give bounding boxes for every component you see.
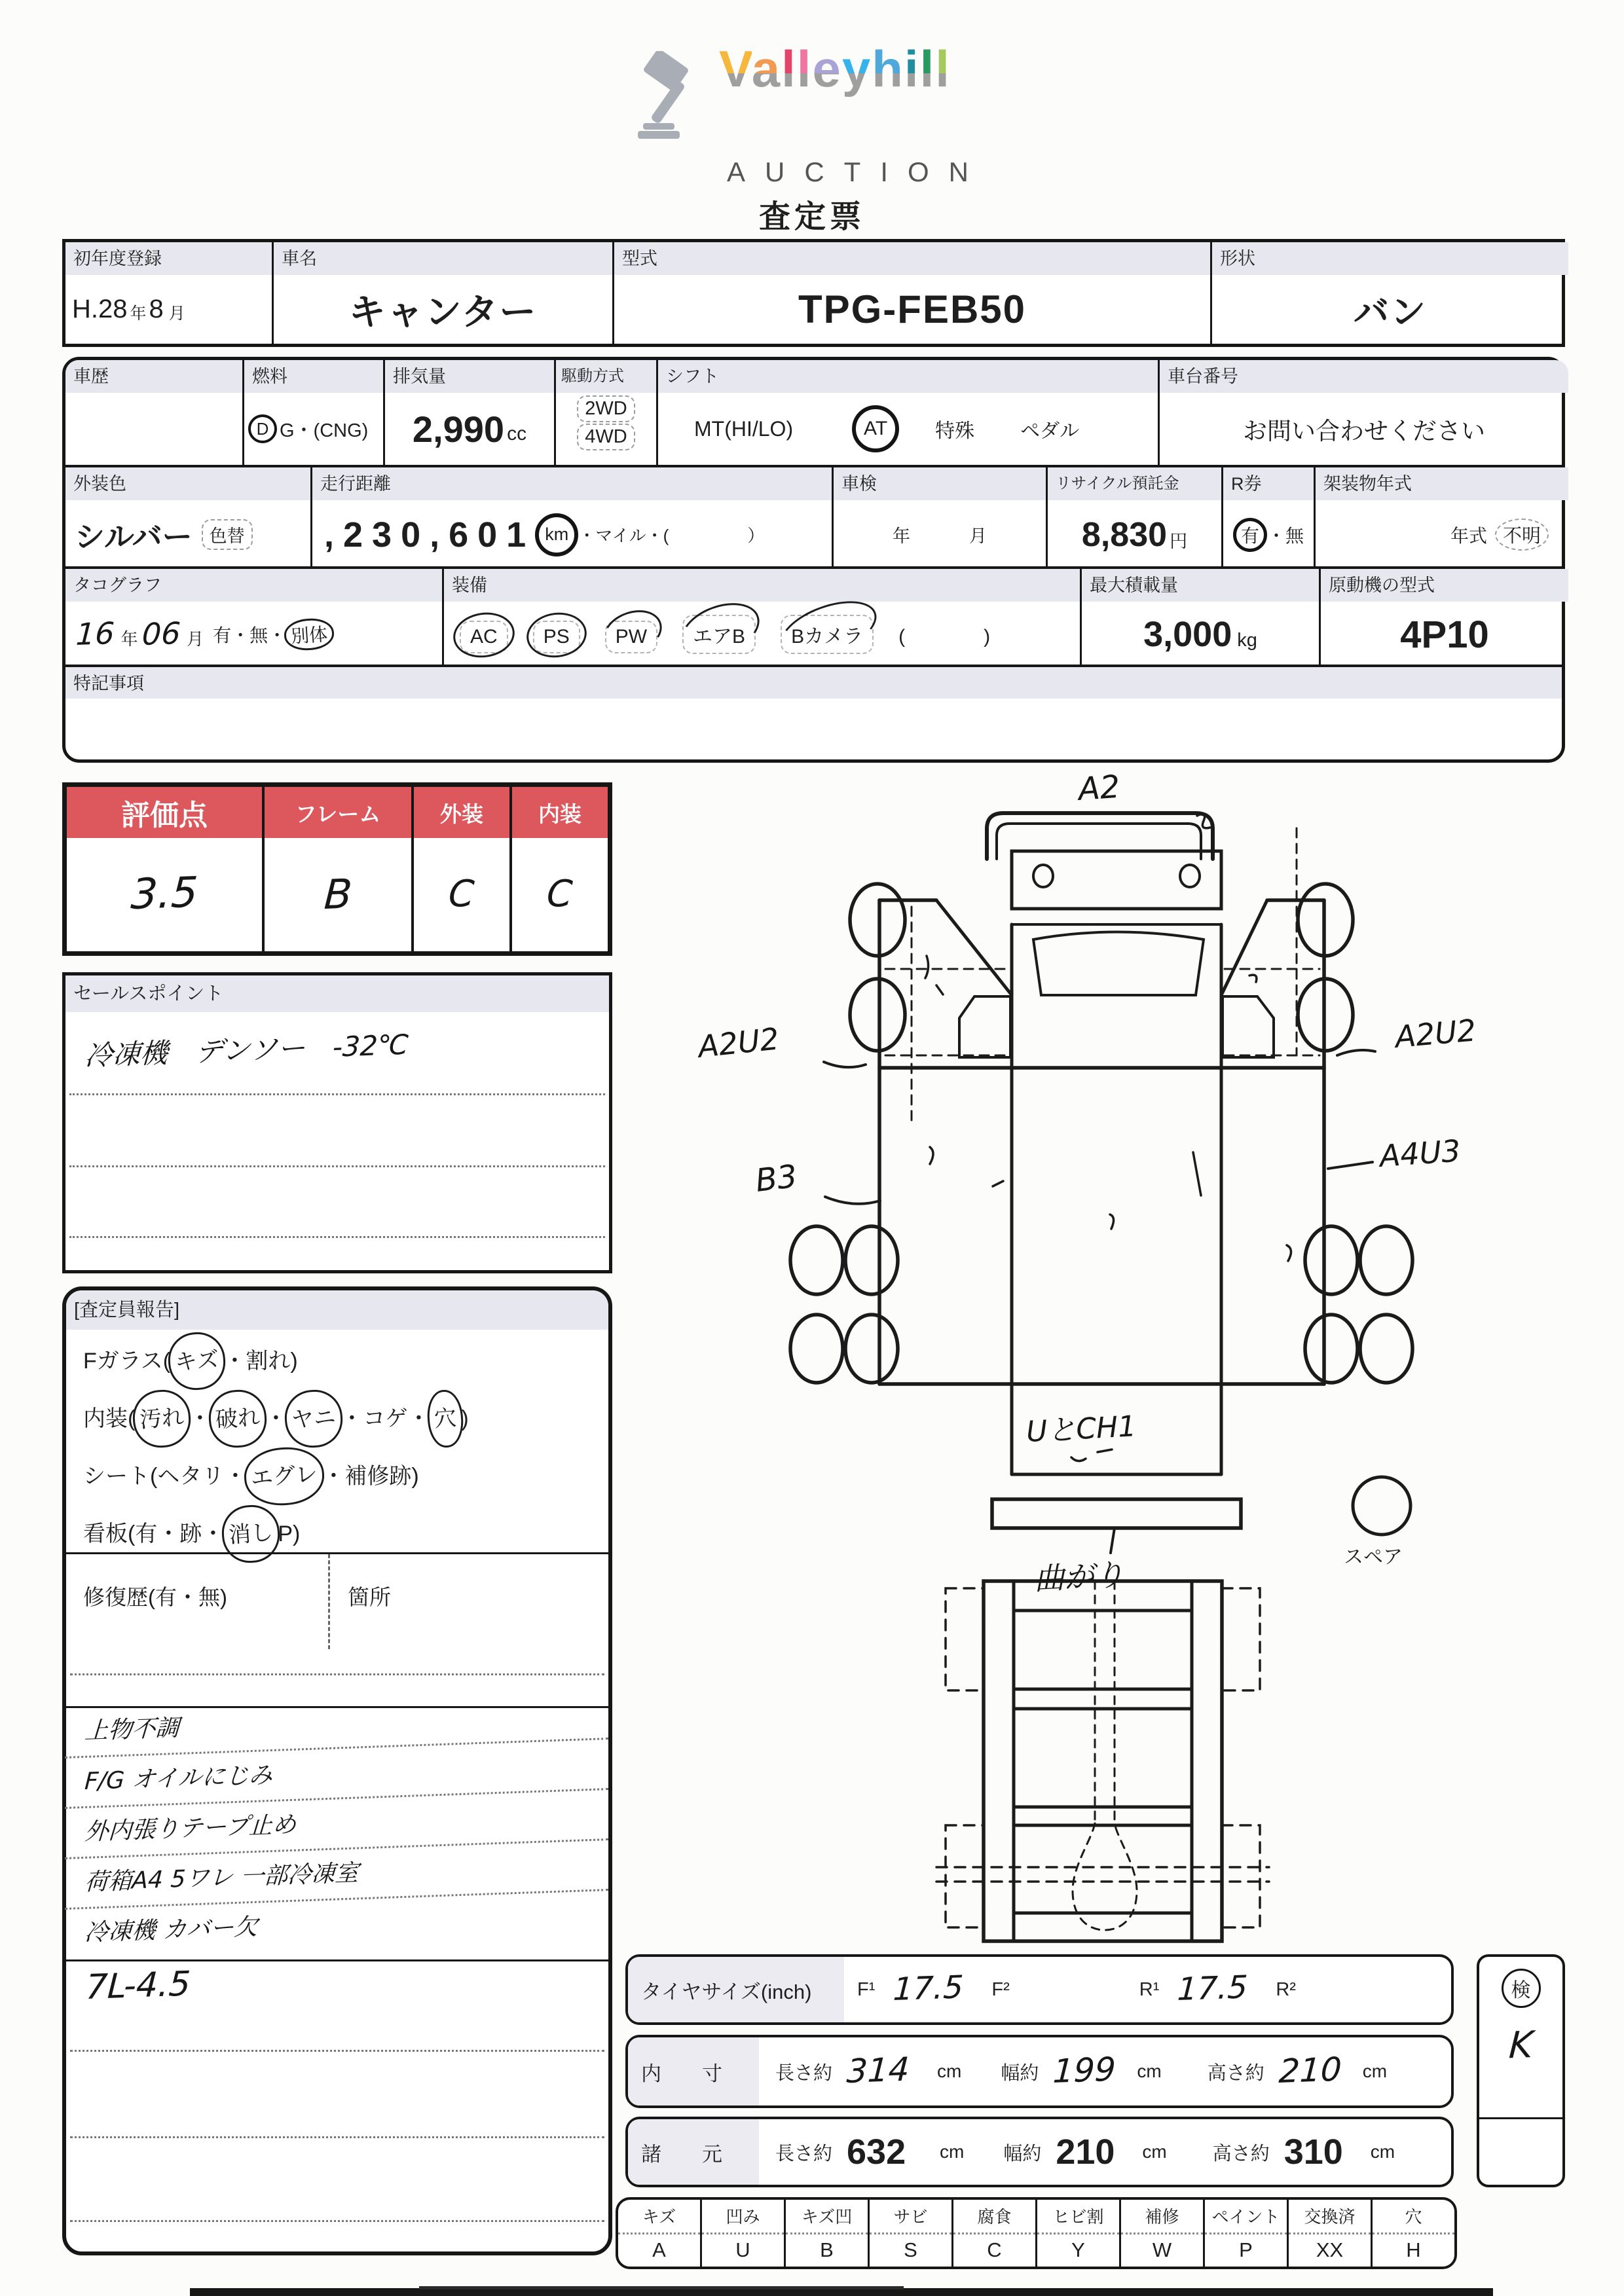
equipment-item-PW: PW: [605, 621, 657, 653]
overall-height-label: 高さ約: [1212, 2143, 1270, 2164]
ruled-line: [69, 1236, 605, 1238]
overall-width-label: 幅約: [1003, 2143, 1042, 2164]
scan-artifact: [419, 2286, 904, 2289]
brand-sub: AUCTION: [727, 156, 988, 187]
divider: [1479, 2117, 1562, 2119]
rating-interior-col: [509, 787, 608, 951]
tire-f1-label: F¹: [857, 1978, 876, 2000]
brand-letter: l: [781, 40, 797, 98]
hand-loop-mark: [523, 609, 589, 661]
rticket-no: 無: [1285, 525, 1304, 546]
sales-point-label: セールスポイント: [65, 975, 609, 1012]
annotation-a2: A2: [1077, 768, 1122, 808]
legend-name: 補修: [1121, 2200, 1203, 2234]
tire-size-label: タイヤサイズ(inch): [628, 1957, 844, 2022]
equipment-item-PS: PS: [533, 621, 580, 653]
odometer-cell: [310, 467, 832, 569]
history-cell: [65, 360, 242, 465]
report-item-text: Fガラス(: [83, 1349, 171, 1374]
special-notes-label: 特記事項: [65, 665, 1562, 699]
engine-model-cell: [1319, 569, 1568, 667]
report-item-text: ・: [265, 1406, 287, 1431]
annotation-a4u3: A4U3: [1378, 1133, 1462, 1174]
shift-cell: [656, 360, 1158, 465]
report-item-text: ・: [189, 1406, 212, 1431]
sales-point-note: 冷凍機 デンソー -32℃: [84, 1028, 410, 1072]
report-frame-note: 7L-4.5: [84, 1964, 192, 2007]
hand-circled-term: ヤニ: [283, 1388, 344, 1449]
tachograph-options: 有・無・: [213, 625, 287, 646]
unit-cm: cm: [1370, 2141, 1395, 2162]
equipment-item-Bカメラ: Bカメラ: [781, 615, 874, 654]
inner-height-value: 210: [1278, 2050, 1342, 2090]
ruled-line: [69, 1093, 605, 1095]
engine-model-label: 原動機の型式: [1321, 569, 1568, 602]
odometer-paren-close: ）: [747, 526, 765, 545]
equipment-cell: [442, 569, 1080, 667]
rating-frame-col: [262, 787, 411, 951]
ruled-line: [70, 2050, 604, 2052]
handwritten-note: F/G オイルにじみ: [65, 1740, 611, 1809]
shift-label: シフト: [658, 360, 1158, 393]
first-reg-month: 8: [149, 295, 164, 323]
brand-letter: h: [872, 40, 904, 98]
ruled-line: [70, 1673, 604, 1675]
unit-cm: cm: [1142, 2141, 1167, 2162]
rating-interior-value: C: [545, 872, 574, 916]
annotation-b3: B3: [753, 1157, 800, 1199]
max-load-cell: [1080, 569, 1319, 667]
report-item-text: 内装(: [83, 1406, 136, 1431]
spec-row-a: [65, 360, 1562, 465]
body-year-label: 架装物年式: [1316, 467, 1568, 500]
fuel-label: 燃料: [244, 360, 383, 393]
max-load-value: 3,000: [1143, 615, 1232, 654]
report-item-text: 看板(有・跡・: [83, 1522, 225, 1546]
tachograph-month-hw: 06: [141, 615, 181, 652]
hand-circled-term: 消し: [220, 1503, 282, 1565]
drive-4wd: 4WD: [577, 424, 635, 450]
first-reg-label: 初年度登録: [65, 242, 272, 275]
report-item: [66, 1332, 608, 1390]
inner-width-label: 幅約: [1001, 2062, 1039, 2084]
repair-history-label: 修復歴(有・無): [83, 1585, 227, 1609]
unit-cm: cm: [1137, 2061, 1162, 2081]
tire-f2-value: [1028, 1986, 1139, 1990]
brand-letter: i: [904, 40, 920, 98]
rating-interior-header: 内装: [512, 787, 608, 838]
annotation-a2u2-right: A2U2: [1393, 1012, 1478, 1055]
spare-tire-label: スペア: [1344, 1546, 1403, 1569]
history-label: 車歴: [65, 360, 242, 393]
tachograph-cell: [65, 569, 442, 667]
vehicle-id-table: [62, 239, 1565, 347]
inspector-initial: K: [1507, 2024, 1534, 2068]
shaken-label: 車検: [834, 467, 1046, 500]
handwritten-note: 冷凍機 カバー欠: [84, 1913, 259, 1947]
hand-loop-mark: [674, 593, 767, 666]
legend-name: 凹み: [702, 2200, 784, 2234]
displacement-cell: [383, 360, 554, 465]
legend-cell: [1287, 2200, 1371, 2267]
gavel-icon: [629, 51, 707, 153]
page-title: 査定票: [758, 200, 865, 234]
engine-model-value: 4P10: [1400, 613, 1489, 656]
legend-row: [618, 2200, 1454, 2267]
body-year-value: 不明: [1495, 519, 1549, 551]
equipment-list: [460, 615, 898, 654]
overall-length-label: 長さ約: [775, 2143, 833, 2164]
brand-letter: l: [919, 40, 936, 98]
month-suffix: 月: [168, 304, 185, 323]
year-suffix: 年: [130, 304, 147, 323]
report-notes: [66, 1706, 608, 1960]
ruled-line: [70, 2136, 604, 2138]
recycle-cell: [1046, 467, 1221, 569]
handwritten-note: 外内張りテープ止め: [65, 1790, 611, 1859]
legend-name: サビ: [870, 2200, 951, 2234]
legend-cell: [1035, 2200, 1119, 2267]
inner-height-label: 高さ約: [1207, 2062, 1264, 2084]
hand-circled-term: 破れ: [207, 1388, 268, 1449]
rating-frame-value: B: [322, 869, 354, 919]
shift-at-circled: AT: [852, 405, 899, 452]
ruled-line: [70, 2220, 604, 2222]
brand-letter: a: [751, 40, 782, 98]
vehicle-damage-diagram: [629, 759, 1565, 1951]
brand-wordmark: [719, 39, 951, 99]
legend-name: キズ凹: [786, 2200, 868, 2234]
overall-height-value: 310: [1283, 2132, 1343, 2172]
special-notes-area: [65, 699, 1562, 759]
tire-size-box: [625, 1954, 1454, 2025]
inspector-stamp-box: [1477, 1954, 1565, 2187]
body-year-cell: [1314, 467, 1568, 569]
report-item: [66, 1448, 608, 1505]
tire-r1-value: 17.5: [1176, 1969, 1249, 2008]
legend-cell: [700, 2200, 784, 2267]
odometer-label: 走行距離: [312, 467, 832, 500]
unit-cm: cm: [940, 2141, 965, 2162]
brand-letter: e: [812, 40, 842, 98]
ext-color-cell: [65, 467, 310, 569]
car-name-cell: [272, 242, 612, 344]
shaken-cell: [832, 467, 1046, 569]
displacement-label: 排気量: [385, 360, 554, 393]
equipment-item-エアB: エアB: [682, 615, 756, 654]
rating-score-header: 評価点: [67, 787, 262, 838]
legend-cell: [868, 2200, 951, 2267]
car-name-label: 車名: [274, 242, 612, 275]
displacement-value: 2,990: [412, 408, 505, 450]
legend-name: 交換済: [1289, 2200, 1371, 2234]
tire-r2-label: R²: [1276, 1978, 1296, 2000]
model-label: 型式: [614, 242, 1210, 275]
odometer-mile: ・マイル・(: [578, 526, 669, 545]
rating-score-value: 3.5: [130, 867, 200, 919]
tachograph-betsutai-circled: 別体: [284, 617, 335, 651]
rating-score-col: [67, 787, 262, 951]
divider: [66, 1959, 608, 1961]
body-year-prefix: 年式: [1450, 525, 1487, 546]
tachograph-label: タコグラフ: [65, 569, 442, 602]
logo: [629, 39, 1035, 188]
unit-cm: cm: [1362, 2061, 1388, 2081]
inner-width-value: 199: [1052, 2050, 1117, 2090]
tachograph-year-suffix: 年: [120, 629, 138, 649]
rating-table: [62, 782, 612, 956]
legend-code: S: [904, 2238, 917, 2262]
max-load-label: 最大積載量: [1082, 569, 1319, 602]
rating-exterior-header: 外装: [414, 787, 509, 838]
legend-code: A: [652, 2238, 666, 2262]
shaken-year: 年: [893, 526, 910, 546]
tire-f1-value: 17.5: [892, 1969, 965, 2008]
shape-cell: [1210, 242, 1568, 344]
spec-row-c: [65, 566, 1562, 667]
inner-length-label: 長さ約: [775, 2062, 833, 2084]
repair-location-label: 箇所: [348, 1585, 391, 1609]
inner-dimensions-label: 内 寸: [628, 2037, 759, 2105]
overall-dimensions-box: [625, 2117, 1454, 2187]
legend-cell: [784, 2200, 868, 2267]
equipment-label: 装備: [444, 569, 1080, 602]
hand-loop-mark: [597, 602, 669, 663]
legend-name: ペイント: [1205, 2200, 1287, 2234]
overall-dimensions-label: 諸 元: [628, 2119, 759, 2185]
repair-history-row: [66, 1552, 608, 1649]
fuel-circle: D: [248, 414, 277, 443]
rticket-label: R券: [1223, 467, 1314, 500]
car-name-value: キャンター: [348, 291, 538, 333]
report-item-text: ): [461, 1406, 469, 1431]
vin-value: お問い合わせください: [1243, 418, 1485, 445]
legend-name: 腐食: [953, 2200, 1035, 2234]
rating-exterior-value: C: [447, 872, 476, 916]
fuel-value: G・(CNG): [280, 420, 369, 441]
shaken-month: 月: [969, 526, 987, 546]
first-reg-cell: [65, 242, 272, 344]
annotation-bend: 曲がり: [1033, 1556, 1126, 1597]
inner-length-value: 314: [845, 2050, 911, 2090]
vin-cell: [1158, 360, 1568, 465]
displacement-unit: cc: [507, 423, 527, 445]
unit-cm: cm: [937, 2061, 962, 2081]
legend-code: U: [735, 2238, 750, 2262]
vin-label: 車台番号: [1160, 360, 1568, 393]
shift-pedal: ペダル: [1020, 420, 1080, 442]
report-item-text: シート(ヘタリ・: [83, 1464, 247, 1489]
hand-circled-term: キズ: [166, 1330, 227, 1392]
overall-width-value: 210: [1056, 2132, 1115, 2172]
legend-cell: [1203, 2200, 1287, 2267]
legend-name: キズ: [618, 2200, 700, 2234]
legend-code: C: [987, 2238, 1002, 2262]
legend-code: H: [1406, 2238, 1421, 2262]
drive-2wd: 2WD: [577, 395, 635, 422]
hand-circled-term: エグレ: [242, 1445, 326, 1508]
spec-table: [62, 357, 1565, 763]
brand-letter: l: [796, 40, 813, 98]
rating-frame-header: フレーム: [265, 787, 411, 838]
annotation-a2u2-left: A2U2: [696, 1021, 781, 1065]
brand-letter: V: [719, 40, 752, 98]
inspector-kensa-circled: 検: [1502, 1969, 1541, 2008]
sales-point-box: [62, 972, 612, 1273]
odometer-km-circled: km: [535, 513, 578, 556]
odometer-value: ,230,601: [324, 515, 536, 555]
tachograph-month-suffix: 月: [187, 629, 204, 649]
legend-code: B: [820, 2238, 834, 2262]
hand-loop-mark: [451, 609, 517, 661]
tire-f2-label: F²: [991, 1978, 1010, 2000]
divider: [328, 1554, 330, 1649]
brand-letter: y: [841, 40, 872, 98]
max-load-unit: kg: [1237, 629, 1257, 651]
legend-code: Y: [1071, 2238, 1085, 2262]
rating-exterior-col: [411, 787, 509, 951]
handwritten-note: 荷箱A4 5ワレ 一部冷凍室: [65, 1840, 611, 1910]
shape-label: 形状: [1212, 242, 1568, 275]
report-title: [査定員報告]: [66, 1290, 608, 1330]
tachograph-year-hw: 16: [75, 615, 116, 652]
rticket-yes-circled: 有: [1233, 518, 1267, 552]
hand-circled-term: 汚れ: [131, 1388, 193, 1449]
handwritten-note: 上物不調: [65, 1689, 611, 1758]
fuel-cell: [242, 360, 383, 465]
spec-row-b: [65, 465, 1562, 569]
hand-loop-mark: [773, 590, 884, 670]
report-item: [66, 1390, 608, 1448]
legend-cell: [951, 2200, 1035, 2267]
legend-name: ヒビ割: [1037, 2200, 1119, 2234]
ext-color-value: シルバー: [75, 519, 193, 554]
legend-cell: [1119, 2200, 1203, 2267]
overall-length-value: 632: [847, 2132, 906, 2172]
inspector-report-box: [62, 1286, 612, 2255]
report-item-text: ・コゲ・: [341, 1406, 430, 1431]
color-change-flag: 色替: [202, 519, 253, 550]
ruled-line: [69, 1165, 605, 1167]
damage-legend: [616, 2197, 1457, 2269]
annotation-uchi: UとCH1: [1025, 1410, 1137, 1449]
rticket-sep: ・: [1266, 525, 1285, 546]
drive-label: 駆動方式: [556, 360, 656, 393]
legend-cell: [618, 2200, 700, 2267]
model-value: TPG-FEB50: [798, 287, 1027, 331]
legend-cell: [1371, 2200, 1454, 2267]
shift-tokushu: 特殊: [935, 420, 975, 442]
first-reg-era: H.28: [72, 295, 128, 323]
recycle-label: リサイクル預託金: [1048, 467, 1221, 500]
hand-circled-term: 穴: [426, 1389, 465, 1449]
legend-code: P: [1239, 2238, 1253, 2262]
drive-cell: [554, 360, 656, 465]
inner-dimensions-box: [625, 2035, 1454, 2108]
legend-code: XX: [1316, 2238, 1344, 2262]
equipment-item-AC: AC: [460, 621, 508, 653]
tire-r1-label: R¹: [1139, 1978, 1160, 2000]
recycle-unit: 円: [1170, 532, 1188, 551]
brand-letter: l: [935, 40, 951, 98]
ext-color-label: 外装色: [65, 467, 310, 500]
equipment-paren: ( ): [898, 626, 991, 647]
legend-name: 穴: [1373, 2200, 1454, 2234]
shift-mt: MT(HI/LO): [694, 416, 794, 441]
shape-value: バン: [1354, 293, 1427, 332]
legend-code: W: [1152, 2238, 1172, 2262]
report-item-text: ・補修跡): [322, 1464, 419, 1489]
report-items: [66, 1332, 608, 1563]
recycle-value: 8,830: [1081, 515, 1168, 554]
report-item-text: ・割れ): [223, 1349, 298, 1374]
report-item-text: P): [278, 1522, 301, 1546]
rticket-cell: [1221, 467, 1314, 569]
model-cell: [612, 242, 1210, 344]
